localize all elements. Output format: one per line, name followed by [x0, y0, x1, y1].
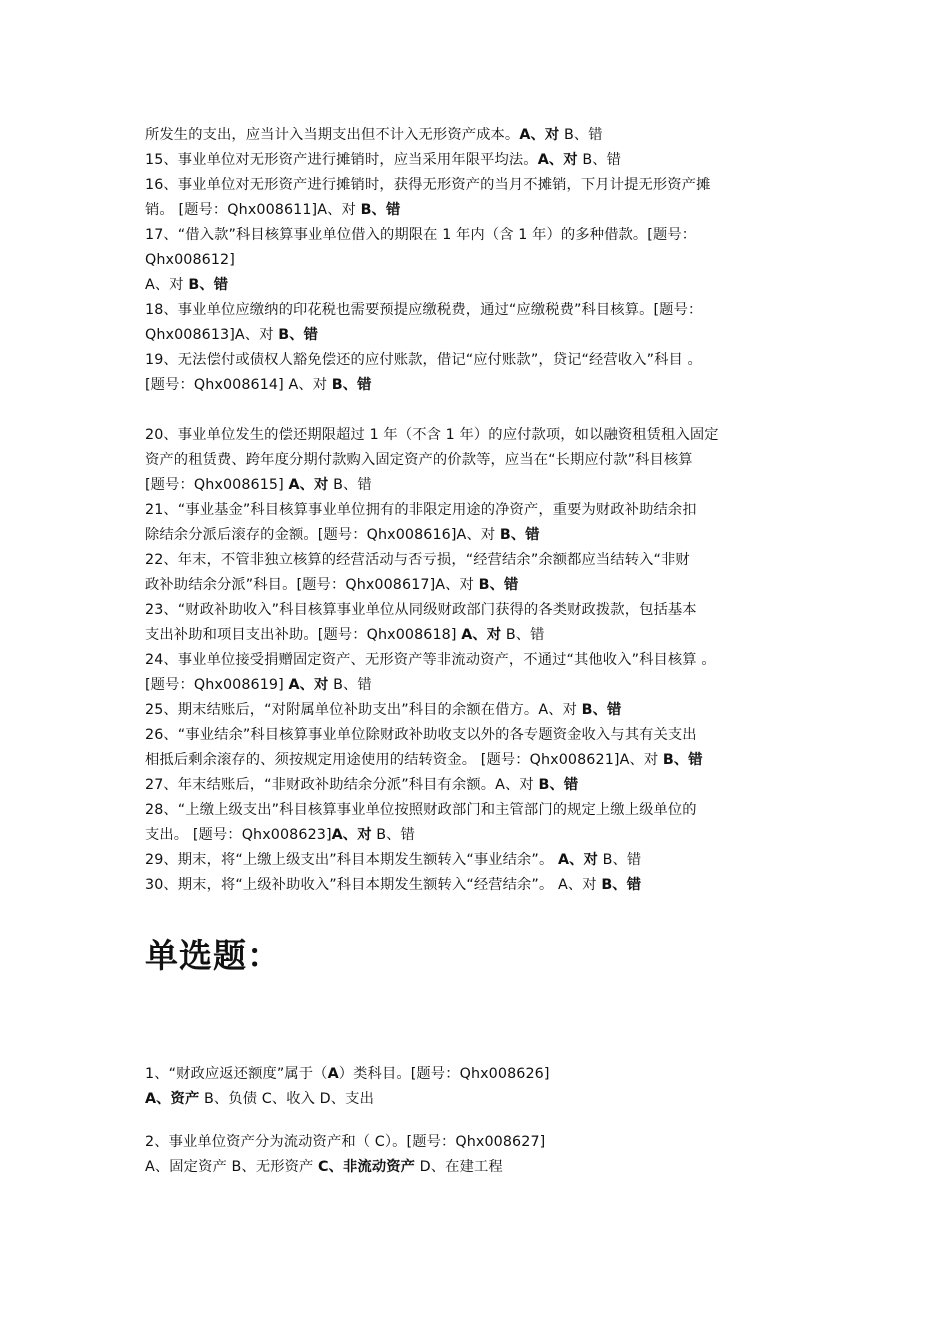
choice-question [145, 1130, 825, 1180]
text-segment: Qhx008613]A、对 [145, 327, 279, 343]
text-segment: 支出。 [题号：Qhx008623] [145, 827, 332, 843]
text-segment: B、错 [328, 677, 372, 693]
text-segment: D、在建工程 [415, 1159, 503, 1175]
answer-marker: A、对 [461, 627, 502, 643]
question-line [145, 398, 825, 423]
text-segment: 18、事业单位应缴纳的印花税也需要预提应缴税费，通过“应缴税费”科目核算。[题号： [145, 302, 703, 318]
question-line [145, 298, 825, 323]
text-segment: 16、事业单位对无形资产进行摊销时，获得无形资产的当月不摊销，下月计提无形资产摊 [145, 177, 711, 193]
question-line [145, 473, 825, 498]
text-segment: 30、期末，将“上级补助收入”科目本期发生额转入“经营结余”。 A、对 [145, 877, 602, 893]
question-options [145, 1087, 825, 1112]
text-segment: [题号：Qhx008615] [145, 477, 289, 493]
answer-marker: B、错 [278, 327, 319, 343]
question-line [145, 623, 825, 648]
text-segment: 除结余分派后滚存的金额。[题号：Qhx008616]A、对 [145, 527, 500, 543]
question-line [145, 798, 825, 823]
text-segment: 所发生的支出，应当计入当期支出但不计入无形资产成本。 [145, 127, 520, 143]
question-line [145, 773, 825, 798]
answer-marker: B、错 [360, 202, 401, 218]
document-body [145, 123, 825, 1180]
text-segment: 26、“事业结余”科目核算事业单位除财政补助收支以外的各专题资金收入与其有关支出 [145, 727, 697, 743]
single-choice-questions [145, 1062, 825, 1180]
text-segment: 支出补助和项目支出补助。[题号：Qhx008618] [145, 627, 462, 643]
text-segment: 19、无法偿付或债权人豁免偿还的应付账款，借记“应付账款”，贷记“经营收入”科目 。 [145, 352, 702, 368]
question-stem [145, 1062, 825, 1087]
text-segment: 24、事业单位接受捐赠固定资产、无形资产等非流动资产，不通过“其他收入”科目核算 。 [145, 652, 716, 668]
answer-marker: B、错 [581, 702, 622, 718]
question-line [145, 548, 825, 573]
true-false-questions [145, 123, 825, 898]
answer-marker: B、错 [478, 577, 519, 593]
question-line [145, 523, 825, 548]
text-segment: 29、期末，将“上缴上级支出”科目本期发生额转入“事业结余”。 [145, 852, 558, 868]
question-line [145, 198, 825, 223]
question-line [145, 698, 825, 723]
text-segment: Qhx008612] [145, 252, 235, 268]
text-segment: 2、事业单位资产分为流动资产和（ C）。[题号：Qhx008627] [145, 1134, 546, 1150]
text-segment: 政补助结余分派”科目。[题号：Qhx008617]A、对 [145, 577, 479, 593]
question-line [145, 748, 825, 773]
question-line [145, 498, 825, 523]
question-line [145, 848, 825, 873]
answer-marker: B、错 [538, 777, 579, 793]
question-options [145, 1155, 825, 1180]
question-line [145, 723, 825, 748]
answer-marker: B、错 [662, 752, 703, 768]
question-line [145, 573, 825, 598]
text-segment: [题号：Qhx008614] A、对 [145, 377, 332, 393]
question-line [145, 373, 825, 398]
text-segment: 23、“财政补助收入”科目核算事业单位从同级财政部门获得的各类财政拨款，包括基本 [145, 602, 697, 618]
text-segment: B、负债 C、收入 D、支出 [199, 1091, 374, 1107]
text-segment: 资产的租赁费、跨年度分期付款购入固定资产的价款等，应当在“长期应付款”科目核算 [145, 452, 693, 468]
text-segment: A、固定资产 B、无形资产 [145, 1159, 319, 1175]
question-line [145, 248, 825, 273]
text-segment: ）类科目。[题号：Qhx008626] [338, 1066, 550, 1082]
text-segment: B、错 [371, 827, 415, 843]
answer-marker: A、对 [288, 477, 329, 493]
question-stem [145, 1130, 825, 1155]
text-segment: 1、“财政应返还额度”属于（ [145, 1066, 328, 1082]
answer-marker: C、非流动资产 [318, 1159, 416, 1175]
text-segment: 15、事业单位对无形资产进行摊销时，应当采用年限平均法。 [145, 152, 538, 168]
question-line [145, 673, 825, 698]
answer-marker: B、错 [499, 527, 540, 543]
answer-marker: B、错 [601, 877, 642, 893]
question-line [145, 423, 825, 448]
answer-marker: A [327, 1066, 339, 1082]
question-line [145, 173, 825, 198]
text-segment: B、错 [328, 477, 372, 493]
answer-marker: A、对 [557, 852, 598, 868]
text-segment: 17、“借入款”科目核算事业单位借入的期限在 1 年内（含 1 年）的多种借款。[题号： [145, 227, 697, 243]
section-heading: 单选题： [145, 936, 281, 975]
question-line [145, 873, 825, 898]
question-line [145, 273, 825, 298]
text-segment: 22、年末，不管非独立核算的经营活动与否亏损，“经营结余”余额都应当结转入“非财 [145, 552, 690, 568]
question-line [145, 648, 825, 673]
text-segment: 21、“事业基金”科目核算事业单位拥有的非限定用途的净资产，重要为财政补助结余扣 [145, 502, 697, 518]
text-segment: B、错 [501, 627, 545, 643]
text-segment: 20、事业单位发生的偿还期限超过 1 年（不含 1 年）的应付款项，如以融资租赁租入固定 [145, 427, 719, 443]
question-line [145, 598, 825, 623]
question-line [145, 123, 825, 148]
question-line [145, 323, 825, 348]
text-segment: A、对 [145, 277, 189, 293]
text-segment: B、错 [597, 852, 642, 868]
text-segment: 相抵后剩余滚存的、须按规定用途使用的结转资金。 [题号：Qhx008621]A、对 [145, 752, 663, 768]
answer-marker: A、对 [537, 152, 578, 168]
answer-marker: B、错 [188, 277, 229, 293]
answer-marker: A、资产 [145, 1091, 200, 1107]
text-segment: 销。 [题号：Qhx008611]A、对 [145, 202, 361, 218]
text-segment: 27、年末结账后，“非财政补助结余分派”科目有余额。A、对 [145, 777, 539, 793]
answer-marker: A、对 [519, 127, 560, 143]
text-segment: 25、期末结账后，“对附属单位补助支出”科目的余额在借方。A、对 [145, 702, 582, 718]
text-segment: 28、“上缴上级支出”科目核算事业单位按照财政部门和主管部门的规定上缴上级单位的 [145, 802, 697, 818]
question-line [145, 148, 825, 173]
question-line [145, 348, 825, 373]
text-segment: B、错 [577, 152, 622, 168]
question-line [145, 823, 825, 848]
answer-marker: A、对 [331, 827, 372, 843]
answer-marker: B、错 [331, 377, 372, 393]
answer-marker: A、对 [288, 677, 329, 693]
question-line [145, 223, 825, 248]
text-segment: B、错 [559, 127, 603, 143]
question-line [145, 448, 825, 473]
text-segment: [题号：Qhx008619] [145, 677, 289, 693]
choice-question [145, 1062, 825, 1112]
